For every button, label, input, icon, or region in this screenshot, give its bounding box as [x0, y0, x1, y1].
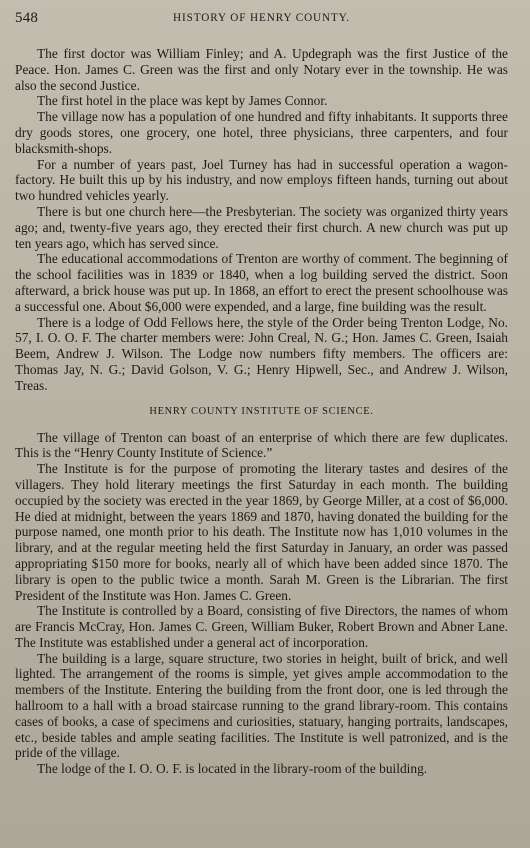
section-heading: HENRY COUNTY INSTITUTE OF SCIENCE. [149, 405, 374, 417]
section-institute-of-science [15, 430, 508, 778]
paragraph: The first doctor was William Finley; and A. Updegraph was the first Justice of the Peace. Hon. James C. Green was the first and only Notary ever in the township. He was also the second Justice. [15, 46, 508, 93]
paragraph: The lodge of the I. O. O. F. is located in the library-room of the building. [37, 761, 428, 777]
paragraph: The educational accommodations of Trenton are worthy of comment. The beginning of the school facilities was in 1839 or 1840, when a log building served the district. Soon afterward, a brick house was put up. In 1868, an effort to erect the present schoolhouse was a successful one. About $6,000 were expended, and a large, fine building was the result. [15, 251, 508, 314]
section-village-history [15, 46, 508, 394]
paragraph: For a number of years past, Joel Turney has had in successful operation a wagon-factory. He built this up by his industry, and now employs fifteen hands, turning out about two hundred vehicles yearly. [15, 156, 508, 204]
page-number: 548 [15, 10, 39, 26]
paragraph: The first hotel in the place was kept by James Connor. [37, 93, 328, 109]
paragraph: There is but one church here—the Presbyterian. The society was organized thirty years ago; and, twenty-five years ago, they erected their first church. A new church was put up ten years ago, which has served since. [15, 203, 508, 251]
paragraph: The Institute is for the purpose of promoting the literary tastes and desires of the villagers. They hold literary meetings the first Saturday in each month. The building occupied by the society was erected in the year 1869, by George Miller, at a cost of $6,000. He died at midnight, between the years 1869 and 1870, having donated the building for the purpose named, one month prior to his death. The Institute now has 1,010 volumes in the library, and at the regular meeting held the first Saturday in January, an order was passed appropriating $150 more for books, nearly all of which have been added since 1870. The library is open to the public twice a month. Sarah M. Green is the Librarian. The first President of the Institute was Hon. James C. Green. [15, 461, 508, 603]
running-head: HISTORY OF HENRY COUNTY. [172, 12, 350, 24]
paragraph: The village now has a population of one hundred and fifty inhabitants. It supports three dry goods stores, one grocery, one hotel, three physicians, three carpenters, and four blacksmith-shops. [15, 109, 508, 156]
paragraph: The village of Trenton can boast of an enterprise of which there are few duplicates. This is the “Henry County Institute of Science.” [15, 429, 508, 461]
paragraph: The building is a large, square structure, two stories in height, built of brick, and well lighted. The arrangement of the rooms is simple, yet gives ample accommodation to the members of the Institute. Entering the building from the front door, one is led through the hallroom to a hall with a broad staircase running to the grand library-room. This contains cases of books, a case of specimens and curiosities, statuary, hanging portraits, landscapes, etc., beside tables and ample seating facilities. The Institute is well patronized, and is the pride of the village. [15, 650, 508, 761]
page-header [15, 10, 508, 32]
paragraph: There is a lodge of Odd Fellows here, the style of the Order being Trenton Lodge, No. 57, I. O. O. F. The charter members were: John Creal, N. G.; Hon. James C. Green, Isaiah Beem, Andrew J. Wilson. The Lodge now numbers fifty members. The officers are: Thomas Jay, N. G.; David Golson, V. G.; Henry Hipwell, Sec., and Andrew J. Wilson, Treas. [15, 314, 508, 393]
paragraph: The Institute is controlled by a Board, consisting of five Directors, the names of whom are Francis McCray, Hon. James C. Green, William Buker, Robert Brown and Abner Lane. The Institute was established under a general act of incorporation. [15, 603, 508, 650]
